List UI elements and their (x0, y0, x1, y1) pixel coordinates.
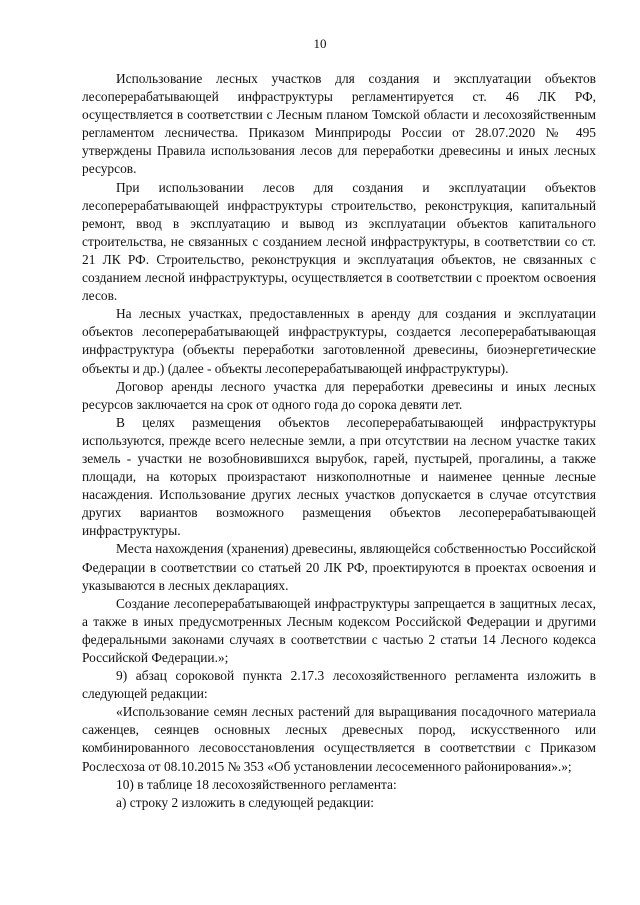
paragraph-9: «Использование семян лесных растений для выращивания посадочного материала саженцев, сеянцев основных лесных древесных пород, искусственного или комбинированного лесовосстановления осуществляется в соответствии с Приказом Рослесхоза от 08.10.2015 № 353 «Об установлении лесосеменного районирования».»; (82, 704, 596, 774)
paragraph-3: На лесных участках, предоставленных в аренду для создания и эксплуатации объектов лесоперерабатывающей инфраструктуры, создается лесоперерабатывающая инфраструктура (объекты переработки заготовленной древесины, биоэнергетические объекты и др.) (далее - объекты лесоперерабатывающей инфраструктуры). (82, 306, 596, 376)
paragraph-11: а) строку 2 изложить в следующей редакции: (116, 794, 375, 810)
paragraph-5: В целях размещения объектов лесоперерабатывающей инфраструктуры используются, прежде всего нелесные земли, а при отсутствии на лесном участке таких земель - участки не возобновившихся вырубок, гарей, пустырей, прогалины, а также площади, на которых произрастают низкополнотные и наименее ценные лесные насаждения. Использование других лесных участков допускается в случае отсутствия других вариантов возможного размещения объектов лесоперерабатывающей инфраструктуры. (82, 414, 596, 539)
paragraph-7: Создание лесоперерабатывающей инфраструктуры запрещается в защитных лесах, а также в иных предусмотренных Лесным кодексом Российской Федерации и другими федеральными законами случаях в соответствии с частью 2 статьи 14 Лесного кодекса Российской Федерации.»; (82, 595, 596, 665)
paragraph-8: 9) абзац сороковой пункта 2.17.3 лесохозяйственного регламента изложить в следующей редакции: (82, 668, 596, 702)
paragraph-10: 10) в таблице 18 лесохозяйственного регламента: (116, 776, 397, 792)
paragraph-1: Использование лесных участков для создания и эксплуатации объектов лесоперерабатывающей инфраструктуры регламентируется ст. 46 ЛК РФ, осуществляется в соответствии с Лесным планом Томской области и лесохозяйственным регламентом лесничества. Приказом Минприроды России от 28.07.2020 № 495 утверждены Правила использования лесов для переработки древесины и иных лесных ресурсов. (82, 71, 596, 177)
paragraph-6: Места нахождения (хранения) древесины, являющейся собственностью Российской Федерации в соответствии со статьей 20 ЛК РФ, проектируются в проектах освоения и указываются в лесных декларациях. (82, 541, 596, 593)
page-number: 10 (313, 36, 327, 51)
paragraph-4: Договор аренды лесного участка для переработки древесины и иных лесных ресурсов заключается на срок от одного года до сорока девяти лет. (82, 378, 596, 412)
document-body (82, 70, 596, 812)
paragraph-2: При использовании лесов для создания и эксплуатации объектов лесоперерабатывающей инфраструктуры строительство, реконструкция, капитальный ремонт, ввод в эксплуатацию и вывод из эксплуатации объектов капитального строительства, не связанных с созданием лесной инфраструктуры, в соответствии со ст. 21 ЛК РФ. Строительство, реконструкция и эксплуатация объектов, не связанных с созданием лесной инфраструктуры, осуществляется в соответствии с проектом освоения лесов. (82, 179, 596, 304)
